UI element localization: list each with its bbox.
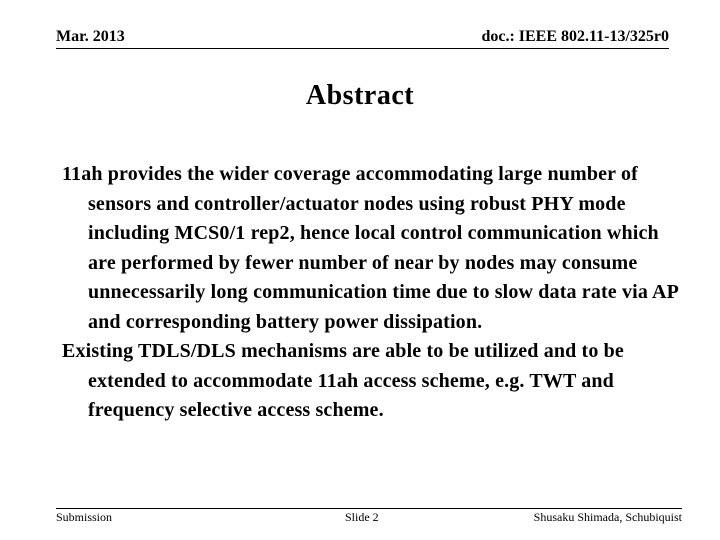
slide-title: Abstract [305,80,415,111]
footer-submission: Submission [56,510,113,524]
abstract-paragraph-1: 11ah provides the wider coverage accommodating large number of sensors and controller/actuator nodes using robust PHY mode including MCS0/1 rep2, hence local control communication which are performed by fewer number of near by nodes may consume unnecessarily long communication time due to slow data rate via AP and corresponding battery power dissipation. [62,163,678,333]
header-date: Mar. 2013 [56,28,125,45]
footer-author: Shusaku Shimada, Schubiquist [533,510,682,524]
footer-slide-number: Slide 2 [345,510,379,524]
abstract-paragraph-2: Existing TDLS/DLS mechanisms are able to be utilized and to be extended to accommodate 11ah access scheme, e.g. TWT and frequency selective access scheme. [62,340,624,421]
abstract-body [62,160,682,426]
header-doc-id: doc.: IEEE 802.11-13/325r0 [481,28,669,45]
footer-divider [56,508,682,509]
header-divider [56,48,669,49]
